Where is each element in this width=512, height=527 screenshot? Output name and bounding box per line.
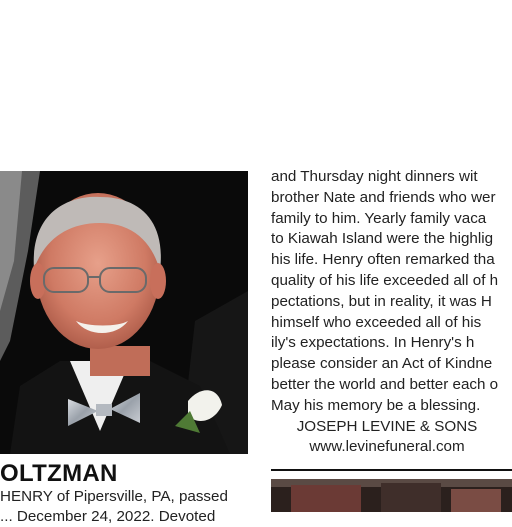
section-divider bbox=[271, 469, 512, 471]
obituary-text-line: better the world and better each o bbox=[271, 375, 499, 393]
next-obituary-photo bbox=[271, 479, 512, 512]
funeral-home-website: www.levinefuneral.com bbox=[309, 438, 465, 456]
obituary-text-line: quality of his life exceeded all of h bbox=[271, 271, 499, 289]
obituary-intro-line-2: ... December 24, 2022. Devoted bbox=[0, 508, 216, 525]
portrait-illustration bbox=[0, 171, 248, 454]
obituary-text-line: his life. Henry often remarked tha bbox=[271, 251, 495, 269]
next-photo-illustration bbox=[271, 479, 512, 512]
obituary-text-line: brother Nate and friends who wer bbox=[271, 188, 496, 206]
obituary-text-line: please consider an Act of Kindne bbox=[271, 355, 493, 373]
obituary-text-line: pectations, but in reality, it was H bbox=[271, 292, 492, 310]
obituary-text-line: himself who exceeded all of his bbox=[271, 313, 482, 331]
obituary-text-column bbox=[271, 167, 512, 458]
obituary-text-line: and Thursday night dinners wit bbox=[271, 168, 478, 185]
obituary-intro-line: HENRY of Pipersville, PA, passed bbox=[0, 488, 228, 505]
funeral-home-name: JOSEPH LEVINE & SONS bbox=[296, 417, 478, 435]
obituary-text-line: ily's expectations. In Henry's h bbox=[271, 334, 475, 352]
obituary-text-line: May his memory be a blessing. bbox=[271, 396, 481, 414]
obituary-text-line: family to him. Yearly family vaca bbox=[271, 209, 487, 227]
portrait-photo bbox=[0, 171, 248, 454]
obituary-text-line: to Kiawah Island were the highlig bbox=[271, 230, 494, 248]
deceased-surname: OLTZMAN bbox=[0, 460, 118, 487]
